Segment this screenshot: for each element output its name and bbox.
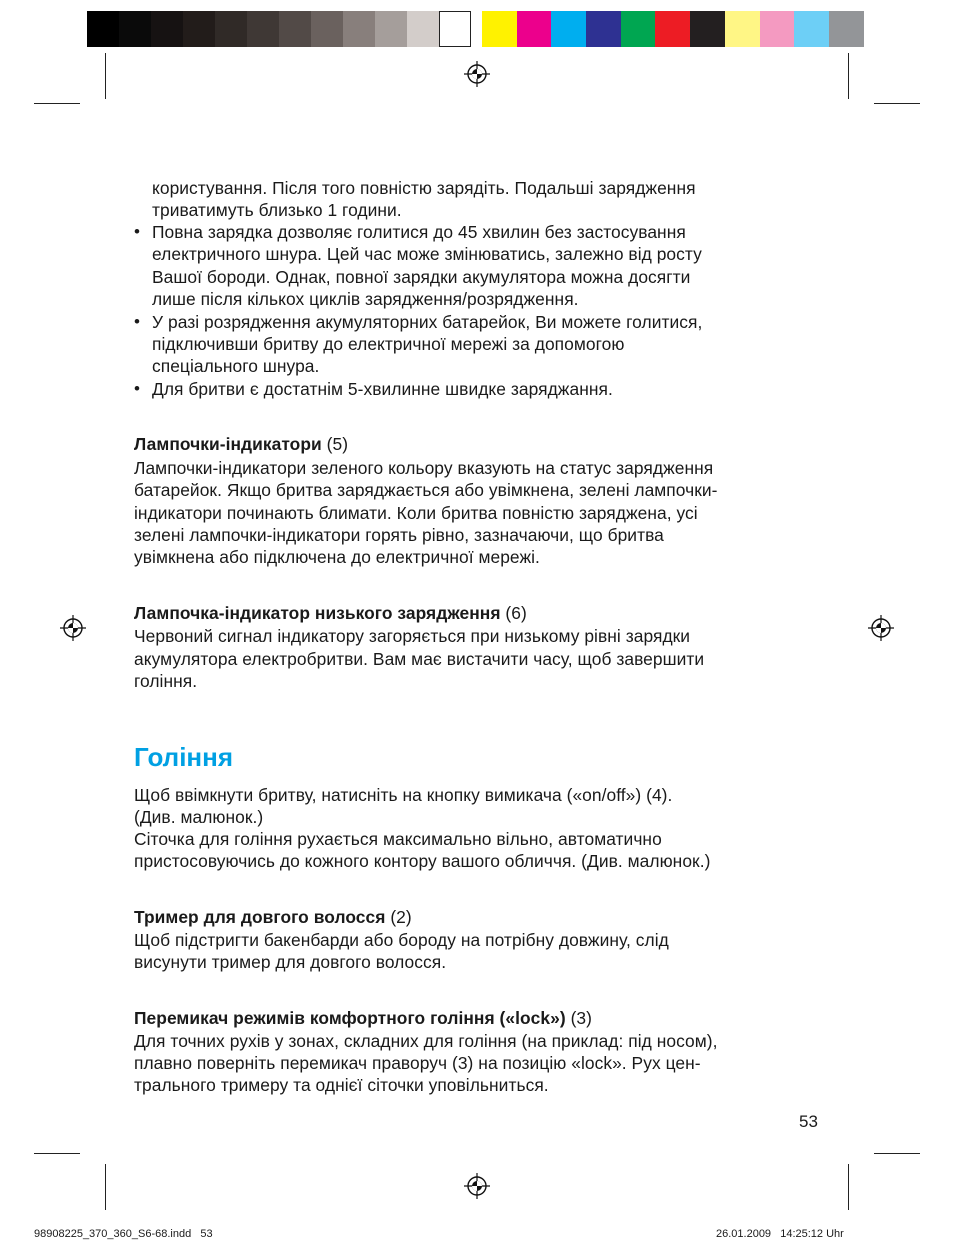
- section-line: трального тримеру та однієї сіточки уповільниться.: [134, 1075, 549, 1095]
- color-swatch: [482, 11, 517, 47]
- footer-date-info: 26.01.2009 14:25:12 Uhr: [716, 1228, 844, 1240]
- page-number: 53: [799, 1112, 818, 1131]
- crop-mark: [105, 53, 106, 99]
- bullet-mark: •: [134, 379, 140, 398]
- color-swatch: [794, 11, 829, 47]
- bullet-line: Для бритви є достатнім 5-хвилинне швидке заряджання.: [152, 379, 613, 399]
- shaving-line: пристосовуючись до кожного контору вашого обличчя. (Див. малюнок.): [134, 851, 711, 871]
- color-swatch: [247, 11, 279, 47]
- color-swatch: [725, 11, 760, 47]
- intro-line: користування. Після того повністю зарядіть. Подальші зарядження: [152, 178, 696, 198]
- section-line: увімкнена або підключена до електричної мережі.: [134, 547, 540, 567]
- section-title-bold: Тример для довгого волосся: [134, 907, 386, 927]
- section-title-ref: (5): [321, 434, 349, 454]
- section-title-bold: Перемикач режимів комфортного гоління («lock»): [134, 1008, 566, 1028]
- bullet-line: електричного шнура. Цей час може змінюватись, залежно від росту: [152, 244, 702, 264]
- bullet-line: лише після кількох циклів зарядження/розрядження.: [152, 289, 579, 309]
- section-title-ref: (2): [385, 907, 412, 927]
- registration-mark-icon: [464, 61, 490, 87]
- bullet-line: У разі розрядження акумуляторних батарейок, Ви можете голитися,: [152, 312, 703, 332]
- shaving-line: Сіточка для гоління рухається максимально вільно, автоматично: [134, 829, 662, 849]
- color-swatch: [551, 11, 586, 47]
- color-swatch: [655, 11, 690, 47]
- section-line: висунути тример для довгого волосся.: [134, 952, 447, 972]
- color-swatch: [407, 11, 439, 47]
- crop-mark: [874, 1153, 920, 1154]
- section-title: [134, 602, 527, 624]
- section-line: зелені лампочки-індикатори горять рівно, зазначаючи, що бритва: [134, 525, 664, 545]
- section-title-bold: Лампочка-індикатор низького зарядження: [134, 603, 501, 623]
- section-title-ref: (6): [500, 603, 527, 623]
- bullet-mark: •: [134, 222, 140, 241]
- color-swatch: [151, 11, 183, 47]
- color-swatch: [87, 11, 119, 47]
- process-color-bar: [482, 11, 864, 47]
- section-title-bold: Лампочки-індикатори: [134, 434, 322, 454]
- section-line: акумулятора електробритви. Вам має вистачити часу, щоб завершити: [134, 649, 705, 669]
- shaving-line: Щоб ввімкнути бритву, натисніть на кнопку вимикача («on/off») (4).: [134, 785, 673, 805]
- registration-mark-icon: [464, 1173, 490, 1199]
- bullet-line: Вашої бороди. Однак, повної зарядки акумулятора можна досягти: [152, 267, 691, 287]
- section-line: Для точних рухів у зонах, складних для гоління (на приклад: під носом),: [134, 1031, 718, 1051]
- crop-mark: [848, 53, 849, 99]
- section-line: плавно поверніть перемикач праворуч (3) на позицію «lock». Рух цен-: [134, 1053, 701, 1073]
- intro-line: триватимуть близько 1 години.: [152, 200, 402, 220]
- registration-mark-icon: [868, 615, 894, 641]
- color-swatch: [215, 11, 247, 47]
- section-line: батарейок. Якщо бритва заряджається або увімкнена, зелені лампочки-: [134, 480, 718, 500]
- section-title: [134, 1007, 592, 1029]
- crop-mark: [848, 1164, 849, 1210]
- section-title: [134, 906, 412, 928]
- crop-mark: [874, 103, 920, 104]
- color-swatch: [279, 11, 311, 47]
- color-swatch: [343, 11, 375, 47]
- bullet-line: підключивши бритву до електричної мережі за допомогою: [152, 334, 625, 354]
- color-swatch: [375, 11, 407, 47]
- section-line: гоління.: [134, 671, 198, 691]
- color-swatch: [439, 11, 471, 47]
- section-line: Щоб підстригти бакенбарди або бороду на потрібну довжину, слід: [134, 930, 669, 950]
- section-line: Червоний сигнал індикатору загоряється при низькому рівні зарядки: [134, 626, 691, 646]
- color-swatch: [517, 11, 552, 47]
- footer-file-info: 98908225_370_360_S6-68.indd 53: [34, 1228, 213, 1240]
- bullet-mark: •: [134, 312, 140, 331]
- crop-mark: [34, 1153, 80, 1154]
- registration-mark-icon: [60, 615, 86, 641]
- section-title: [134, 433, 348, 455]
- color-swatch: [119, 11, 151, 47]
- section-title-ref: (3): [565, 1008, 592, 1028]
- shaving-line: (Див. малюнок.): [134, 807, 264, 827]
- crop-mark: [34, 103, 80, 104]
- color-swatch: [183, 11, 215, 47]
- color-swatch: [586, 11, 621, 47]
- bullet-line: спеціального шнура.: [152, 356, 320, 376]
- color-swatch: [829, 11, 864, 47]
- section-line: індикатори починають блимати. Коли бритва повністю заряджена, усі: [134, 503, 698, 523]
- color-swatch: [690, 11, 725, 47]
- grayscale-color-bar: [87, 11, 471, 47]
- page-heading: Гоління: [134, 742, 233, 772]
- color-swatch: [760, 11, 795, 47]
- section-line: Лампочки-індикатори зеленого кольору вказують на статус зарядження: [134, 458, 714, 478]
- color-swatch: [311, 11, 343, 47]
- bullet-line: Повна зарядка дозволяє голитися до 45 хвилин без застосування: [152, 222, 686, 242]
- color-swatch: [621, 11, 656, 47]
- crop-mark: [105, 1164, 106, 1210]
